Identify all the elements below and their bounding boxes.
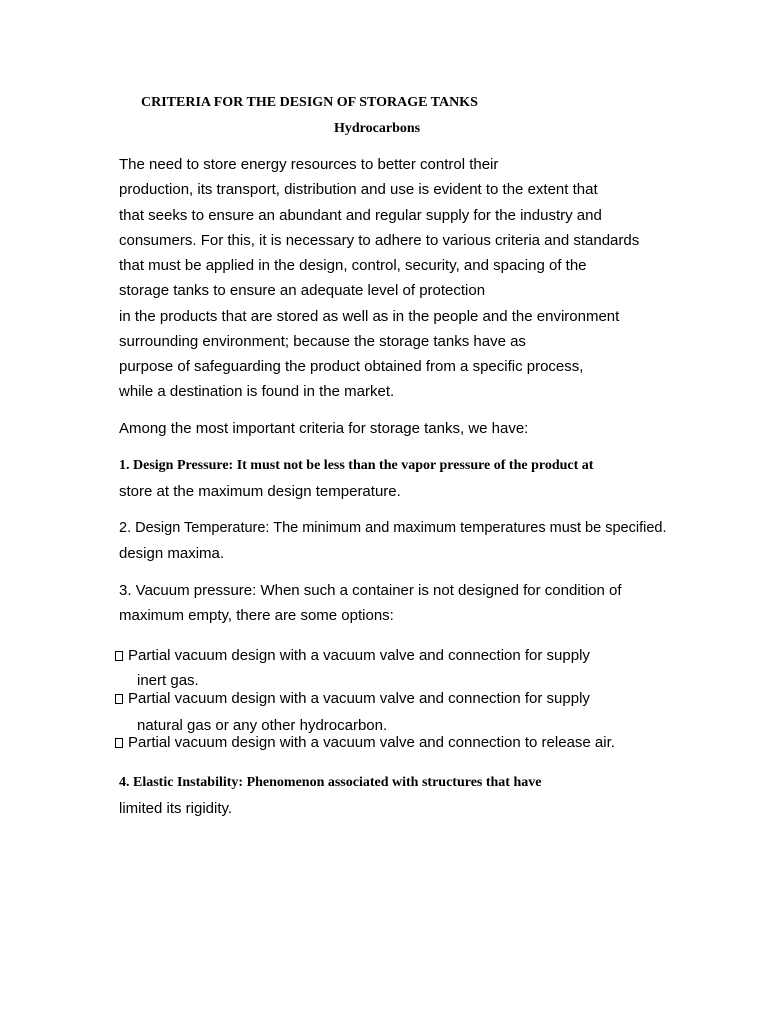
intro-line: while a destination is found in the market. xyxy=(119,383,395,400)
item1-continuation: store at the maximum design temperature. xyxy=(119,483,401,500)
bullet-item xyxy=(115,690,590,708)
intro-line: The need to store energy resources to better control their xyxy=(119,156,499,173)
document-title: CRITERIA FOR THE DESIGN OF STORAGE TANKS xyxy=(141,95,478,110)
item4-heading: 4. Elastic Instability: Phenomenon associated with structures that have xyxy=(119,775,542,790)
item1-heading: 1. Design Pressure: It must not be less than the vapor pressure of the product at xyxy=(119,458,594,473)
bullet-text: Partial vacuum design with a vacuum valve and connection to release air. xyxy=(128,734,615,751)
intro-line: that must be applied in the design, control, security, and spacing of the xyxy=(119,257,587,274)
box-bullet-icon xyxy=(115,738,123,748)
intro-line: storage tanks to ensure an adequate level of protection xyxy=(119,282,486,299)
intro-line: purpose of safeguarding the product obtained from a specific process, xyxy=(119,358,584,375)
item3-heading: 3. Vacuum pressure: When such a container is not designed for condition of xyxy=(119,582,622,599)
bullet-text: Partial vacuum design with a vacuum valve and connection for supply xyxy=(128,647,590,664)
intro-line: consumers. For this, it is necessary to adhere to various criteria and standards xyxy=(119,232,640,249)
bullet-continuation: inert gas. xyxy=(137,672,199,689)
item2-heading: 2. Design Temperature: The minimum and maximum temperatures must be specified. xyxy=(119,520,667,536)
intro-line: surrounding environment; because the storage tanks have as xyxy=(119,333,526,350)
box-bullet-icon xyxy=(115,694,123,704)
item3-continuation: maximum empty, there are some options: xyxy=(119,607,394,624)
box-bullet-icon xyxy=(115,651,123,661)
bullet-item xyxy=(115,734,615,752)
bullet-continuation: natural gas or any other hydrocarbon. xyxy=(137,717,388,734)
intro-line: that seeks to ensure an abundant and regular supply for the industry and xyxy=(119,207,602,224)
item4-continuation: limited its rigidity. xyxy=(119,800,233,817)
item2-continuation: design maxima. xyxy=(119,545,225,562)
document-subtitle: Hydrocarbons xyxy=(334,121,421,136)
criteria-intro: Among the most important criteria for storage tanks, we have: xyxy=(119,420,529,437)
intro-line: production, its transport, distribution and use is evident to the extent that xyxy=(119,181,598,198)
intro-line: in the products that are stored as well as in the people and the environment xyxy=(119,308,620,325)
bullet-item xyxy=(115,647,590,665)
bullet-text: Partial vacuum design with a vacuum valve and connection for supply xyxy=(128,690,590,707)
